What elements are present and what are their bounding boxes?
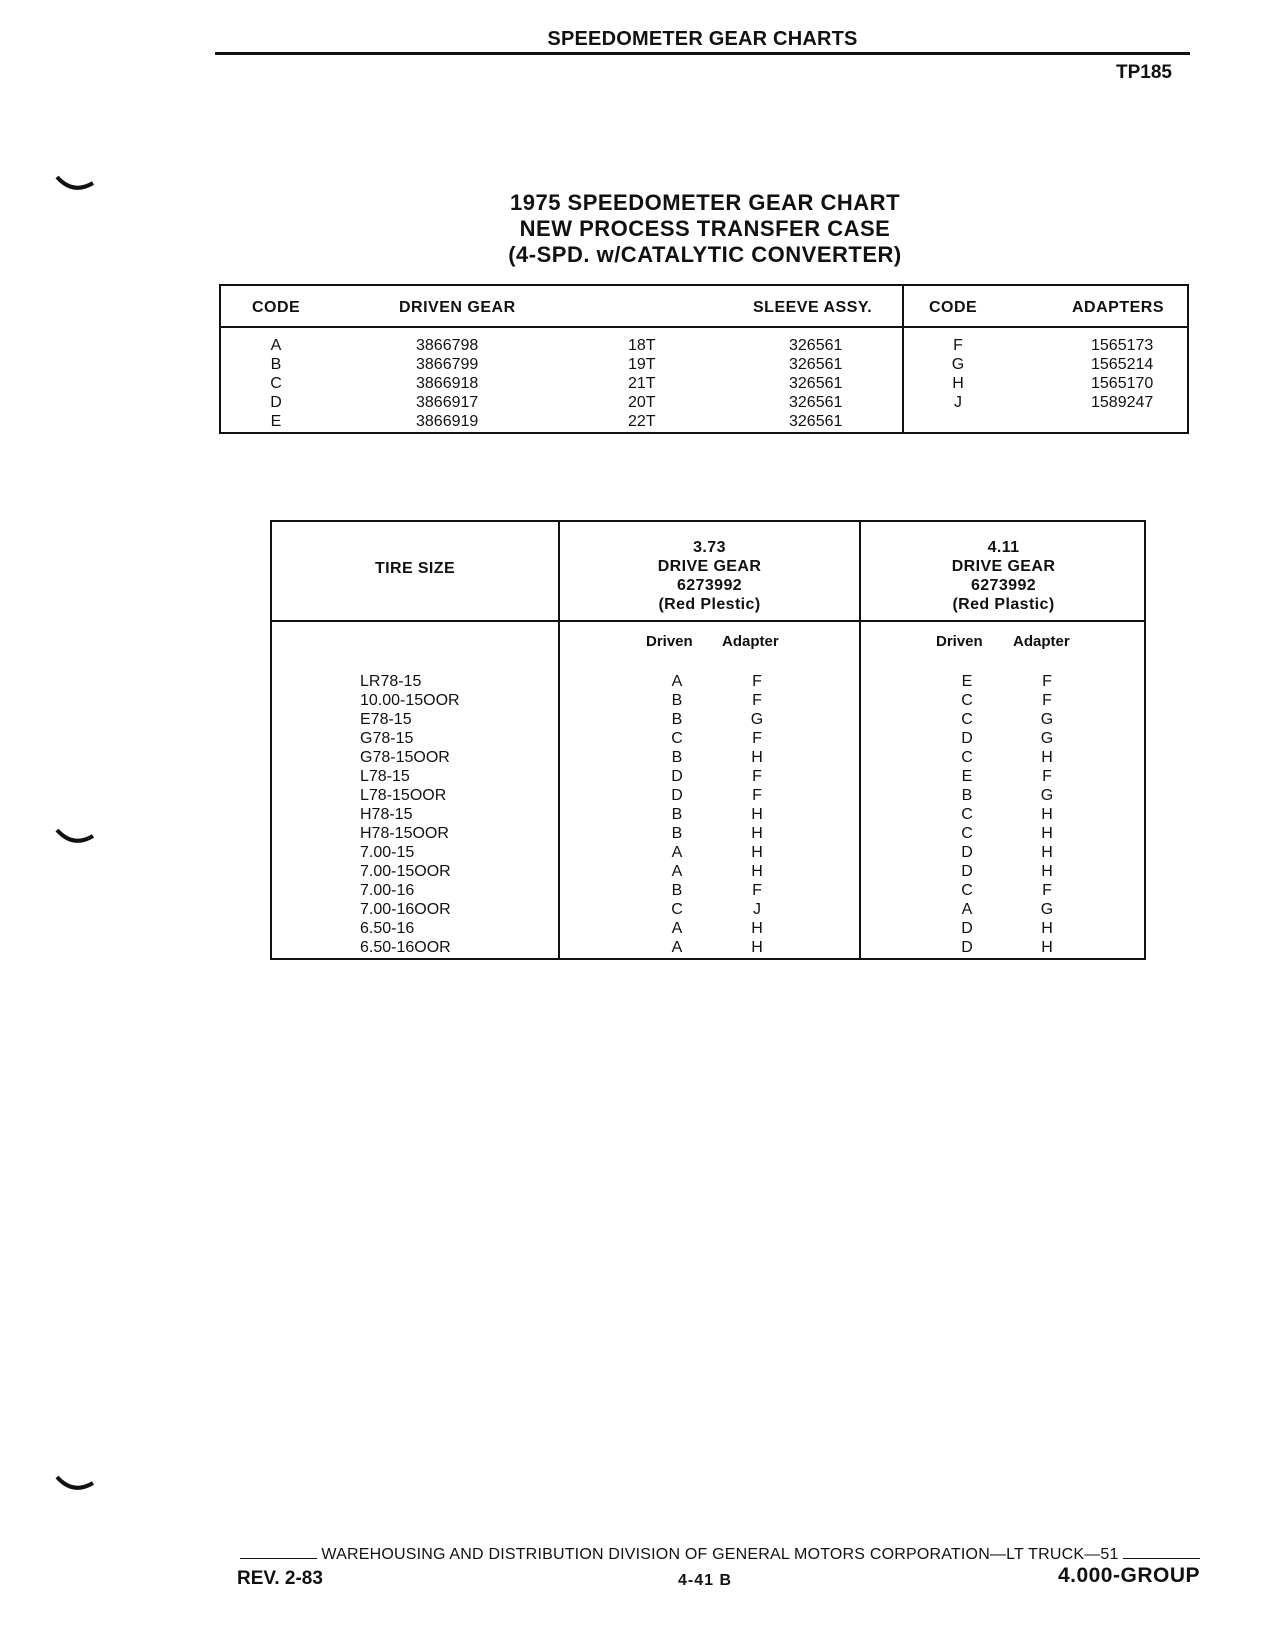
- table-cell: G: [1040, 730, 1054, 747]
- table-cell: A: [671, 939, 683, 956]
- table-cell: G: [1040, 711, 1054, 728]
- table-cell: D: [270, 394, 282, 411]
- table-cell: F: [953, 337, 963, 354]
- table-cell: 7.00-15OOR: [360, 863, 451, 880]
- table-cell: F: [752, 787, 762, 804]
- sub-header-adapter-2: Adapter: [1013, 633, 1070, 650]
- table-cell: 3866918: [416, 375, 479, 392]
- chart-title-line-3: (4-SPD. w/CATALYTIC CONVERTER): [508, 242, 902, 267]
- table-cell: 326561: [789, 413, 843, 430]
- table-cell: B: [671, 806, 683, 823]
- table-cell: A: [671, 844, 683, 861]
- table-cell: G78-15OOR: [360, 749, 450, 766]
- table-cell: B: [671, 825, 683, 842]
- table-cell: F: [1042, 768, 1052, 785]
- footer-rev: REV. 2-83: [237, 1568, 323, 1589]
- table-cell: H: [1041, 825, 1053, 842]
- binder-mark: [55, 175, 95, 193]
- table-cell: A: [671, 863, 683, 880]
- table-cell: LR78-15: [360, 673, 422, 690]
- chart-title-line-1: 1975 SPEEDOMETER GEAR CHART: [509, 190, 901, 215]
- table-cell: C: [961, 825, 973, 842]
- table-cell: 326561: [789, 375, 843, 392]
- table-cell: F: [752, 882, 762, 899]
- sub-header-adapter-1: Adapter: [722, 633, 779, 650]
- header-sleeve-assy: SLEEVE ASSY.: [753, 299, 873, 316]
- table-cell: H: [751, 939, 763, 956]
- table-cell: H: [1041, 806, 1053, 823]
- footer-division-text: WAREHOUSING AND DISTRIBUTION DIVISION OF GENERAL MOTORS CORPORATION—LT TRUCK—51: [317, 1546, 1122, 1563]
- tire-size-header: TIRE SIZE: [374, 560, 456, 577]
- table-cell: H: [1041, 844, 1053, 861]
- table-cell: B: [270, 356, 282, 373]
- gear-ratio: 4.11: [987, 539, 1020, 556]
- driven-411-column: [952, 672, 982, 957]
- table-cell: 18T: [628, 337, 656, 354]
- table-cell: J: [954, 394, 962, 411]
- table-cell: D: [961, 939, 973, 956]
- table-cell: F: [752, 768, 762, 785]
- table-cell: G78-15: [360, 730, 414, 747]
- table-cell: B: [671, 692, 683, 709]
- table-cell: E: [270, 413, 282, 430]
- table-cell: 6.50-16: [360, 920, 415, 937]
- table-cell: 3866798: [416, 337, 479, 354]
- table-cell: B: [961, 787, 973, 804]
- table-cell: F: [752, 730, 762, 747]
- gear-ratio: 3.73: [693, 539, 726, 556]
- gear-label: DRIVE GEAR: [951, 558, 1056, 575]
- table-cell: H: [1041, 863, 1053, 880]
- table-cell: C: [671, 730, 683, 747]
- table-cell: G: [750, 711, 764, 728]
- gear-teeth-column: [628, 336, 688, 431]
- tire-table: [270, 520, 1146, 960]
- driven-373-column: [662, 672, 692, 957]
- table-cell: E: [961, 673, 973, 690]
- header-driven-gear: DRIVEN GEAR: [399, 299, 516, 316]
- table-cell: C: [961, 749, 973, 766]
- table-cell: 7.00-16: [360, 882, 415, 899]
- table-cell: G: [951, 356, 965, 373]
- table-cell: L78-15OOR: [360, 787, 447, 804]
- table-cell: H: [751, 825, 763, 842]
- table-cell: H: [751, 844, 763, 861]
- table-cell: F: [1042, 882, 1052, 899]
- chart-title: [470, 190, 940, 268]
- table-cell: F: [1042, 673, 1052, 690]
- table-cell: D: [671, 768, 683, 785]
- table-cell: D: [961, 920, 973, 937]
- gear-note: (Red Plestic): [658, 596, 761, 613]
- header-adapter-code: CODE: [929, 299, 978, 316]
- table-cell: E: [961, 768, 973, 785]
- table-cell: H: [751, 863, 763, 880]
- table-cell: C: [961, 882, 973, 899]
- table-cell: A: [270, 337, 282, 354]
- table-cell: D: [961, 844, 973, 861]
- binder-mark: [55, 828, 95, 846]
- table-cell: 6.50-16OOR: [360, 939, 451, 956]
- adapter-411-column: [1032, 672, 1062, 957]
- gear-part-column: [416, 336, 516, 431]
- table-cell: C: [961, 806, 973, 823]
- table-cell: 7.00-16OOR: [360, 901, 451, 918]
- table-cell: 326561: [789, 356, 843, 373]
- table-cell: B: [671, 749, 683, 766]
- table-cell: 1565214: [1091, 356, 1154, 373]
- table-cell: L78-15: [360, 768, 410, 785]
- table-cell: 19T: [628, 356, 656, 373]
- drive-gear-411-header: [861, 538, 1146, 614]
- table-cell: A: [961, 901, 973, 918]
- table-cell: 1565170: [1091, 375, 1154, 392]
- table-cell: C: [961, 692, 973, 709]
- table-cell: F: [752, 673, 762, 690]
- gear-part: 6273992: [970, 577, 1037, 594]
- table-cell: F: [752, 692, 762, 709]
- header-code: CODE: [252, 299, 301, 316]
- adapter-code-column: [943, 336, 973, 412]
- table-cell: G: [1040, 787, 1054, 804]
- table-cell: H: [751, 806, 763, 823]
- gear-label: DRIVE GEAR: [657, 558, 762, 575]
- gear-part: 6273992: [676, 577, 743, 594]
- table-cell: B: [671, 711, 683, 728]
- header-rule: [215, 52, 1190, 55]
- table-cell: C: [671, 901, 683, 918]
- table-cell: 1565173: [1091, 337, 1154, 354]
- table-cell: H: [952, 375, 964, 392]
- tire-size-column: [360, 672, 510, 957]
- table-cell: J: [753, 901, 761, 918]
- table-cell: A: [671, 920, 683, 937]
- table-cell: C: [270, 375, 282, 392]
- table-cell: H: [1041, 920, 1053, 937]
- table-cell: A: [671, 673, 683, 690]
- table-cell: D: [961, 730, 973, 747]
- binder-mark: [55, 1475, 95, 1493]
- footer-division: [240, 1546, 1200, 1564]
- table-cell: 7.00-15: [360, 844, 415, 861]
- chart-title-line-2: NEW PROCESS TRANSFER CASE: [519, 216, 891, 241]
- table-cell: 1589247: [1091, 394, 1154, 411]
- gear-note: (Red Plastic): [952, 596, 1055, 613]
- adapter-part-column: [1091, 336, 1181, 412]
- table-cell: F: [1042, 692, 1052, 709]
- gear-table: [219, 284, 1189, 434]
- table-cell: H: [751, 920, 763, 937]
- gear-code-column: [261, 336, 291, 431]
- table-cell: 22T: [628, 413, 656, 430]
- table-cell: 3866799: [416, 356, 479, 373]
- table-cell: H78-15OOR: [360, 825, 449, 842]
- sleeve-column: [789, 336, 879, 431]
- table-cell: D: [671, 787, 683, 804]
- page-code: TP185: [1116, 62, 1172, 83]
- table-cell: H78-15: [360, 806, 413, 823]
- table-cell: D: [961, 863, 973, 880]
- table-cell: H: [751, 749, 763, 766]
- page-header-title: SPEEDOMETER GEAR CHARTS: [547, 28, 858, 50]
- table-cell: H: [1041, 939, 1053, 956]
- table-cell: G: [1040, 901, 1054, 918]
- header-adapters: ADAPTERS: [1072, 299, 1165, 316]
- sub-header-driven-2: Driven: [936, 633, 983, 650]
- footer-page-number: 4-41 B: [677, 1572, 733, 1589]
- table-cell: 326561: [789, 337, 843, 354]
- table-cell: B: [671, 882, 683, 899]
- table-cell: H: [1041, 749, 1053, 766]
- table-cell: 10.00-15OOR: [360, 692, 460, 709]
- adapter-373-column: [742, 672, 772, 957]
- table-cell: E78-15: [360, 711, 412, 728]
- footer-group: 4.000-GROUP: [1057, 1564, 1200, 1587]
- table-cell: 3866917: [416, 394, 479, 411]
- table-cell: 20T: [628, 394, 656, 411]
- sub-header-driven-1: Driven: [646, 633, 693, 650]
- table-cell: 326561: [789, 394, 843, 411]
- table-cell: 3866919: [416, 413, 479, 430]
- table-cell: 21T: [628, 375, 656, 392]
- table-cell: C: [961, 711, 973, 728]
- drive-gear-373-header: [560, 538, 859, 614]
